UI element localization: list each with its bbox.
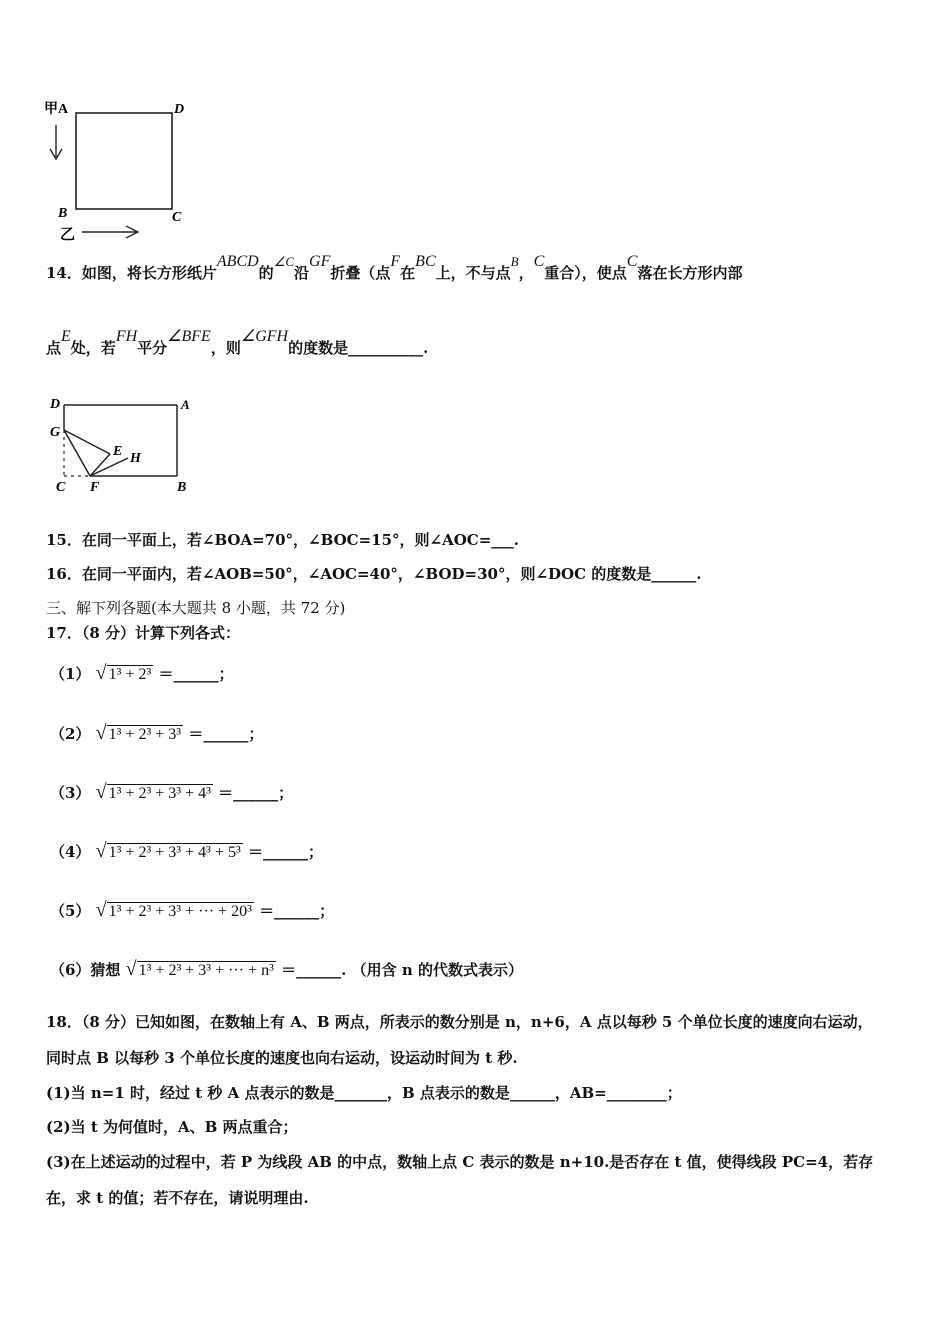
q18-part-3: (3)在上述运动的过程中，若 P 为线段 AB 的中点，数轴上点 C 表示的数是 n+10.是否存在 t 值，使得线段 PC=4，若存 [46,1153,874,1171]
q17-item-4: （4） √ 1³ + 2³ + 3³ + 4³ + 5³ ＝______； [50,840,323,862]
q17-item-6: （6）猜想 √ 1³ + 2³ + 3³ + ··· + n³ ＝______. （用含 n 的代数式表示） [50,958,523,980]
q17-item-1: （1） √ 1³ + 2³ ＝______； [50,662,234,684]
radical-2: √ 1³ + 2³ + 3³ [95,722,182,744]
q14-line2: 点E处，若FH平分∠BFE，则∠GFH的度数是__________. [46,328,429,357]
label-b: B [58,206,68,221]
var-c2: C [626,253,638,270]
var-angle-gfh: ∠GFH [240,328,289,345]
fold-figure [44,392,204,498]
question-17-title: 17．（8 分）计算下列各式： [46,624,241,642]
question-16: 16．在同一平面内，若∠AOB=50°，∠AOC=40°，∠BOD=30°，则∠DOC 的度数是______. [46,565,702,583]
var-f: F [390,253,401,270]
var-e: E [61,328,71,345]
var-bc: BC [415,253,436,270]
label-c3: C [56,480,66,495]
var-angle-c: ∠C [273,254,295,269]
label-a2: A [181,397,190,412]
label-g: G [50,425,61,440]
q17-item-2: （2） √ 1³ + 2³ + 3³ ＝______； [50,722,264,744]
question-15: 15．在同一平面上，若∠BOA=70°，∠BOC=15°，则∠AOC=___. [46,531,520,549]
q18-line-2: 同时点 B 以每秒 3 个单位长度的速度也向右运动，设运动时间为 t 秒. [46,1049,518,1067]
q18-line-1: 18．（8 分）已知如图，在数轴上有 A、B 两点，所表示的数分别是 n，n+6，A 点以每秒 5 个单位长度的速度向右运动， [46,1013,873,1031]
var-c: C [533,253,545,270]
q14-line1: 14．如图，将长方形纸片ABCD的∠C沿GF折叠（点F在BC上，不与点B，C重合），使点C落在长方形内部 [46,253,743,282]
radical-5: √ 1³ + 2³ + 3³ + ··· + 20³ [95,899,252,921]
radical-6: √ 1³ + 2³ + 3³ + ··· + n³ [125,958,274,980]
label-d2: D [50,397,61,412]
q17-item-5: （5） √ 1³ + 2³ + 3³ + ··· + 20³ ＝______； [50,899,335,921]
label-h: H [130,451,141,466]
q17-item-3: （3） √ 1³ + 2³ + 3³ + 4³ ＝______； [50,781,294,803]
var-gf: GF [309,253,331,270]
label-c: C [172,210,182,225]
segment-ef [90,454,110,476]
label-d: D [174,102,185,117]
radical-3: √ 1³ + 2³ + 3³ + 4³ [95,781,211,803]
label-jia-a: 甲A [44,102,69,117]
section-3-heading: 三、解下列各题(本大题共 8 小题，共 72 分) [46,599,346,617]
square-figure [40,95,200,245]
var-abcd: ABCD [216,253,259,270]
label-b3: B [177,480,187,495]
label-f: F [90,480,100,495]
radical-1: √ 1³ + 2³ [95,662,152,684]
radical-4: √ 1³ + 2³ + 3³ + 4³ + 5³ [95,840,241,862]
var-angle-bfe: ∠BFE [167,328,211,345]
label-e: E [113,444,123,459]
label-yi: 乙 [60,227,76,243]
q18-part-1: (1)当 n=1 时，经过 t 秒 A 点表示的数是_______，B 点表示的数是______，AB=________； [46,1084,682,1102]
q18-part-2: (2)当 t 为何值时，A、B 两点重合； [46,1118,298,1136]
var-fh: FH [115,328,138,345]
q18-part-3-cont: 在，求 t 的值；若不存在，请说明理由. [46,1189,309,1207]
square-abcd [76,113,172,209]
var-b: B [510,254,519,269]
segment-fh [90,458,128,476]
